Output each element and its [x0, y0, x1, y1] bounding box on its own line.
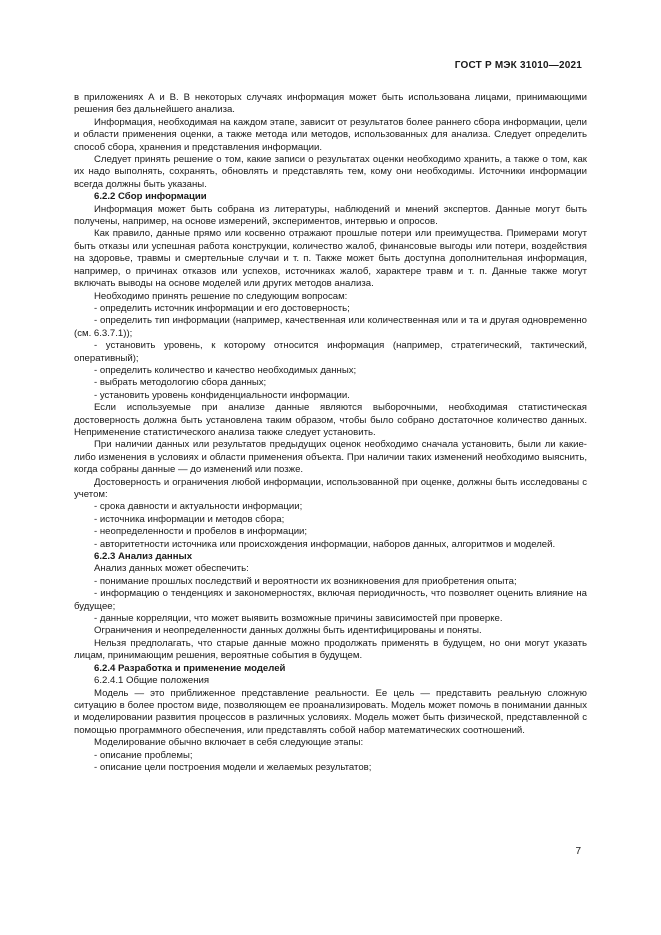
- paragraph: Достоверность и ограничения любой информации, использованной при оценке, должны быть исследованы с учетом:: [74, 476, 587, 500]
- paragraph: - срока давности и актуальности информации;: [94, 501, 303, 513]
- paragraph: - понимание прошлых последствий и вероятности их возникновения для приобретения опыта;: [94, 575, 517, 587]
- paragraph: Анализ данных может обеспечить:: [94, 563, 249, 575]
- paragraph: Необходимо принять решение по следующим вопросам:: [94, 290, 348, 302]
- paragraph: Информация, необходимая на каждом этапе, зависит от результатов более раннего сбора информации, цели и области применения оценки, а также метода или методов, использованных для анализа. Следует определить способ сбора, хранения и представления информации.: [74, 116, 587, 153]
- paragraph: - информацию о тенденциях и закономерностях, включая периодичность, что позволяет оценить влияние на будущее;: [74, 588, 587, 612]
- paragraph: - установить уровень конфиденциальности информации.: [94, 389, 350, 401]
- paragraph: Если используемые при анализе данные являются выборочными, необходимая статистическая достоверность должна быть установлена таким образом, чтобы было собрано достаточное количество данных. Неприменение статистического анализа также следует установить.: [74, 402, 587, 438]
- paragraph: Ограничения и неопределенности данных должны быть идентифицированы и поняты.: [94, 625, 482, 637]
- paragraph: - неопределенности и пробелов в информации;: [94, 526, 308, 538]
- paragraph: При наличии данных или результатов предыдущих оценок необходимо сначала установить, были ли какие-либо изменения в условиях и области применения объекта. При наличии таких изменений необходимо выяснить, когда собраны данные — до изменений или позже.: [74, 439, 587, 476]
- paragraph: Модель — это приближенное представление реальности. Ее цель — представить реальную сложную ситуацию в более простом виде, позволяющем ее проанализировать. Модель может помочь в понимании данных и моделировании развития процессов в различных условиях. Модель может быть физической, представленной с помощью программного обеспечения, или представлять собой набор математических соотношений.: [74, 687, 587, 736]
- paragraph: в приложениях А и В. В некоторых случаях информация может быть использована лицами, принимающими решения без дальнейшего анализа.: [74, 92, 587, 116]
- paragraph: - описание цели построения модели и желаемых результатов;: [94, 761, 372, 773]
- paragraph: - авторитетности источника или происхождения информации, наборов данных, алгоритмов и моделей.: [94, 538, 556, 550]
- paragraph: - выбрать методологию сбора данных;: [94, 377, 267, 389]
- subsection-heading: 6.2.4.1 Общие положения: [94, 675, 210, 687]
- paragraph: - данные корреляции, что может выявить возможные причины зависимостей при проверке.: [94, 613, 503, 625]
- page-number: 7: [575, 846, 581, 857]
- paragraph: Следует принять решение о том, какие записи о результатах оценки необходимо хранить, а также о том, как их надо выполнять, сохранять, обновлять и представлять тем, кому они необходимы. Источники информации всегда должны быть указаны.: [74, 154, 587, 190]
- section-heading: 6.2.2 Сбор информации: [94, 191, 207, 203]
- paragraph: - установить уровень, к которому относится информация (например, стратегический, тактический, оперативный);: [74, 340, 587, 364]
- section-heading: 6.2.3 Анализ данных: [94, 551, 193, 563]
- paragraph: Нельзя предполагать, что старые данные можно продолжать применять в будущем, но они могут указать лицам, принимающим решения, вероятные события в будущем.: [74, 637, 587, 662]
- document-body: [74, 92, 587, 774]
- section-heading: 6.2.4 Разработка и применение моделей: [94, 662, 286, 674]
- paragraph: - определить тип информации (например, качественная или количественная или и та и другая одновременно (см. 6.3.7.1));: [74, 315, 587, 339]
- paragraph: - определить количество и качество необходимых данных;: [94, 364, 357, 376]
- paragraph: - определить источник информации и его достоверность;: [94, 302, 350, 314]
- paragraph: - источника информации и методов сбора;: [94, 513, 285, 525]
- paragraph: Информация может быть собрана из литературы, наблюдений и мнений экспертов. Данные могут быть получены, например, на основе измерений, экспериментов, интервью и опросов.: [74, 203, 587, 228]
- running-header: ГОСТ Р МЭК 31010—2021: [454, 60, 582, 71]
- paragraph: - описание проблемы;: [94, 749, 193, 761]
- paragraph: Как правило, данные прямо или косвенно отражают прошлые потери или преимущества. Примерами могут быть отказы или успешная работа конструкции, количество жалоб, финансовые выгоды или потери, воздействия на здоровье, травмы и смертельные случаи и т. п. Также может быть доступна дополнительная информация, например, о причинах отказов или успехов, источниках жалоб, характере травм и т. п. Данные также могут включать выводы на основе моделей или других методов анализа.: [74, 228, 587, 290]
- paragraph: Моделирование обычно включает в себя следующие этапы:: [94, 737, 364, 749]
